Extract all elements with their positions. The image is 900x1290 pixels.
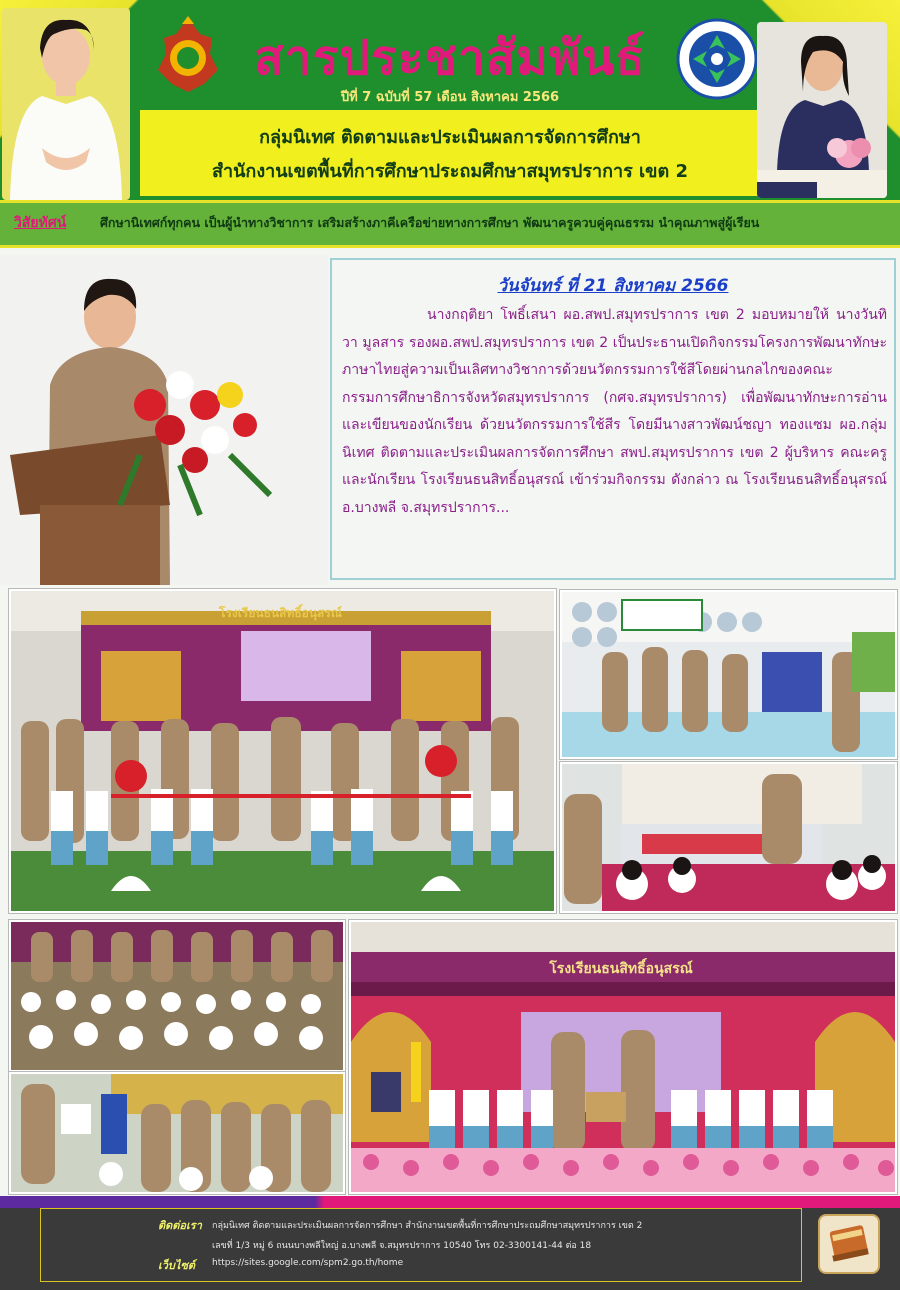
school-banner-text: โรงเรียนธนสิทธิ์อนุสรณ์ — [219, 606, 342, 620]
article-main-photo — [0, 255, 328, 585]
vision-label: วิสัยทัศน์ — [14, 215, 67, 231]
footer-stripe — [0, 1196, 900, 1208]
vision-text: ศึกษานิเทศก์ทุกคน เป็นผู้นำทางวิชาการ เสริมสร้างภาคีเครือข่ายทางการศึกษา พัฒนาครูควบคู่คุณธรรม นำคุณภาพสู่ผู้เรียน — [100, 215, 760, 230]
website-link[interactable]: https://sites.google.com/spm2.go.th/home — [212, 1258, 404, 1268]
presenter-photo-right — [757, 22, 887, 198]
contact-line-2: เลขที่ 1/3 หมู่ 6 ถนนบางพลีใหญ่ อ.บางพลี จ.สมุทรปราการ 10540 โทร 02-3300141-44 ต่อ 18 — [212, 1241, 592, 1251]
school-banner-text-2: โรงเรียนธนสิทธิ์อนุสรณ์ — [549, 961, 693, 977]
issue-line: ปีที่ 7 ฉบับที่ 57 เดือน สิงหาคม 2566 — [340, 90, 560, 105]
article-date: วันจันทร์ ที่ 21 สิงหาคม 2566 — [497, 276, 729, 296]
article-body: นางกฤติยา โพธิ์เสนา ผอ.สพป.สมุทรปราการ เขต 2 มอบหมายให้ นางวันทิวา มูลสาร รองผอ.สพป.สมุทรปราการ เขต 2 เป็นประธานเปิดกิจกรรมโครงการพัฒนาทักษะภาษาไทยสู่ความเป็นเลิศทางวิชาการด้วยนวัตกรรมการใช้สีโดยผ่านกลไกของคณะกรรมการศึกษาธิการจังหวัดสมุทรปราการ (กศจ.สมุทรปราการ) เพื่อพัฒนาทักษะการอ่านและเขียนของนักเรียน ด้วยนวัตกรรมการใช้สีร โดยมีนางสาวพัฒน์ชญา ทองแซม ผอ.กลุ่มนิเทศ ติดตามและประเมินผลการจัดการศึกษา สพป.สมุทรปราการ เขต 2 ผู้บริหาร คณะครู และนักเรียน โรงเรียนธนสิทธิ์อนุสรณ์ เข้าร่วมกิจกรรม ดังกล่าว ณ โรงเรียนธนสิทธิ์อนุสรณ์ อ.บางพลี จ.สมุทรปราการ... — [342, 307, 887, 516]
photo-ribbon-cutting — [9, 589, 556, 913]
website-label: เว็บไซต์ — [158, 1259, 196, 1272]
photo-students-activity — [560, 762, 897, 913]
presenter-photo-left — [2, 8, 130, 200]
contact-line-1: กลุ่มนิเทศ ติดตามและประเมินผลการจัดการศึกษา สำนักงานเขตพื้นที่การศึกษาประถมศึกษาสมุทรปราการ เขต 2 — [212, 1221, 643, 1231]
office-name: สำนักงานเขตพื้นที่การศึกษาประถมศึกษาสมุทรปราการ เขต 2 — [212, 161, 688, 182]
contact-label: ติดต่อเรา — [158, 1219, 202, 1232]
book-icon[interactable] — [818, 1214, 880, 1274]
newsletter-title: สารประชาสัมพันธ์ — [254, 30, 646, 86]
photo-audience — [9, 920, 345, 1072]
photo-staff-group — [9, 1072, 345, 1194]
photo-display-table — [560, 590, 897, 759]
group-name: กลุ่มนิเทศ ติดตามและประเมินผลการจัดการศึกษา — [259, 127, 641, 148]
agency-logo-icon — [676, 18, 758, 100]
